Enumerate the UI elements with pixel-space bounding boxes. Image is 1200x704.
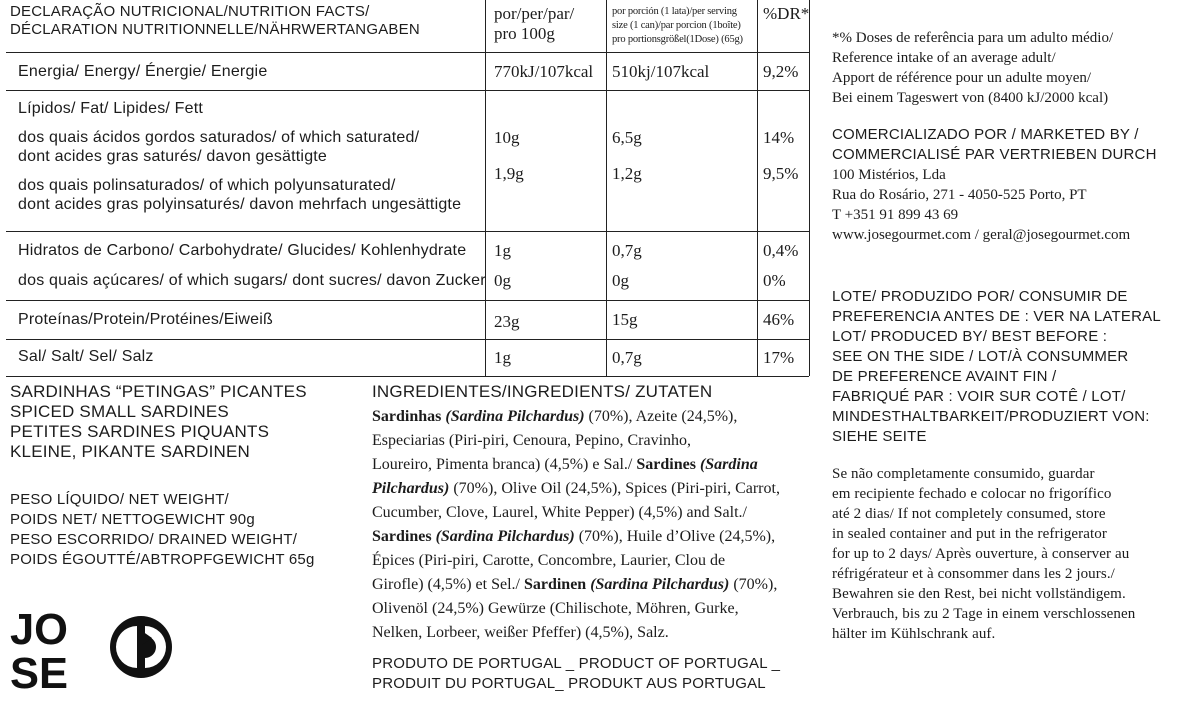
ingredient-text: Épices (Piri-piri, Carotte, Concombre, Laurier, Clou de xyxy=(372,552,726,569)
energy-dr: 9,2% xyxy=(763,62,799,81)
salt-per-100g: 1g xyxy=(494,348,511,367)
net-weight xyxy=(10,490,315,570)
ingredient-text: Olivenöl (24,5%) Gewürze (Chilischote, Möhren, Gurke, xyxy=(372,600,739,617)
drained-weight-line: PESO ESCORRIDO/ DRAINED WEIGHT/ xyxy=(10,531,298,548)
ingredient-text: Nelken, Lorbeer, weißer Pfeffer) (4,5%), Salz. xyxy=(372,624,669,641)
polyunsaturated-fat-per-serving: 1,2g xyxy=(612,164,642,183)
ingredient-text: Especiarias (Piri-piri, Cenoura, Pepino, Cravinho, xyxy=(372,432,692,449)
lot-line: FABRIQUÉ PAR : VOIR SUR COTÊ / LOT/ xyxy=(832,388,1126,405)
species-name: (Sardina Pilchardus) xyxy=(435,528,575,545)
table-rule xyxy=(6,90,809,91)
table-rule xyxy=(809,0,810,376)
marketer-info xyxy=(832,125,1157,245)
polyunsaturated-fat-per-100g: 1,9g xyxy=(494,164,524,183)
carbohydrate-dr: 0,4% xyxy=(763,241,799,260)
carbohydrate-per-100g: 1g xyxy=(494,241,511,260)
lot-line: LOTE/ PRODUZIDO POR/ CONSUMIR DE xyxy=(832,288,1128,305)
country-of-origin xyxy=(372,654,780,694)
lot-line: SIEHE SEITE xyxy=(832,428,927,445)
storage-line: for up to 2 days/ Après ouverture, à conserver au xyxy=(832,546,1130,562)
reference-line: Apport de référence pour un adulte moyen/ xyxy=(832,70,1092,86)
reference-line: Bei einem Tageswert von (8400 kJ/2000 kcal) xyxy=(832,90,1109,106)
lot-info xyxy=(832,287,1161,447)
per-100g-header: pro 100g xyxy=(494,24,555,43)
polyunsaturated-fat-label: dos quais polinsaturados/ of which polyunsaturated/ xyxy=(18,177,396,194)
jose-logo xyxy=(10,604,70,690)
species-name: (Sardina Pilchardus) xyxy=(590,576,730,593)
net-weight-line: POIDS NET/ NETTOGEWICHT 90g xyxy=(10,511,255,528)
lot-line: PREFERENCIA ANTES DE : VER NA LATERAL xyxy=(832,308,1161,325)
company-web: www.josegourmet.com / geral@josegourmet.com xyxy=(832,227,1131,243)
carbohydrate-per-serving: 0,7g xyxy=(612,241,642,260)
storage-line: réfrigérateur et à consommer dans les 2 jours./ xyxy=(832,566,1115,582)
protein-label: Proteínas/Protein/Protéines/Eiweiß xyxy=(18,311,273,328)
storage-line: em recipiente fechado e colocar no frigorífico xyxy=(832,486,1112,502)
saturated-fat-per-serving: 6,5g xyxy=(612,128,642,147)
species-name: (Sardina xyxy=(699,456,758,473)
green-dot-recycling-icon xyxy=(108,614,174,680)
per-serving-header: size (1 can)/par porcion (1boîte) xyxy=(612,20,741,31)
company-address: Rua do Rosário, 271 - 4050-525 Porto, PT xyxy=(832,187,1087,203)
per-serving-header: por porción (1 lata)/per serving xyxy=(612,6,737,17)
salt-label: Sal/ Salt/ Sel/ Salz xyxy=(18,348,154,365)
sugars-label: dos quais açúcares/ of which sugars/ dont sucres/ davon Zucker xyxy=(18,272,486,289)
protein-per-serving: 15g xyxy=(612,310,638,329)
company-phone: T +351 91 899 43 69 xyxy=(832,207,959,223)
saturated-fat-label: dos quais ácidos gordos saturados/ of which saturated/ xyxy=(18,129,420,146)
table-title: DECLARAÇÃO NUTRICIONAL/NUTRITION FACTS/ xyxy=(10,3,370,20)
per-100g-header: por/per/par/ xyxy=(494,4,575,23)
drained-weight-line: POIDS ÉGOUTTÉ/ABTROPFGEWICHT 65g xyxy=(10,551,315,568)
net-weight-line: PESO LÍQUIDO/ NET WEIGHT/ xyxy=(10,491,229,508)
table-rule xyxy=(757,0,758,376)
origin-line: PRODUIT DU PORTUGAL_ PRODUKT AUS PORTUGAL xyxy=(372,675,766,692)
reference-intake-note xyxy=(832,28,1113,108)
ingredient-sardines-fr: Sardines xyxy=(372,528,436,545)
company-name: 100 Mistérios, Lda xyxy=(832,167,946,183)
saturated-fat-dr: 14% xyxy=(763,128,795,147)
ingredient-text: (70%), Azeite (24,5%), xyxy=(584,408,738,425)
marketer-heading: COMMERCIALISÉ PAR VERTRIEBEN DURCH xyxy=(832,146,1157,163)
origin-line: PRODUTO DE PORTUGAL _ PRODUCT OF PORTUGAL _ xyxy=(372,655,781,672)
marketer-heading: COMERCIALIZADO POR / MARKETED BY / xyxy=(832,126,1139,143)
saturated-fat-per-100g: 10g xyxy=(494,128,520,147)
table-title: DÉCLARATION NUTRITIONNELLE/NÄHRWERTANGABEN xyxy=(10,21,420,38)
species-name: (Sardina Pilchardus) xyxy=(445,408,585,425)
svg-text:SE: SE xyxy=(10,649,68,690)
fat-label: Lípidos/ Fat/ Lipides/ Fett xyxy=(18,100,204,117)
ingredient-sardines-en: Sardines xyxy=(636,456,700,473)
storage-line: Bewahren sie den Rest, bei nicht vollständigem. xyxy=(832,586,1126,602)
storage-line: Se não completamente consumido, guardar xyxy=(832,466,1095,482)
energy-label: Energia/ Energy/ Énergie/ Energie xyxy=(18,63,268,80)
sugars-dr: 0% xyxy=(763,271,786,290)
salt-per-serving: 0,7g xyxy=(612,348,642,367)
ingredients-list xyxy=(372,405,780,645)
table-rule xyxy=(6,52,809,53)
saturated-fat-label: dont acides gras saturés/ davon gesättigte xyxy=(18,148,328,165)
polyunsaturated-fat-dr: 9,5% xyxy=(763,164,799,183)
ingredient-text: (70%), Huile d’Olive (24,5%), xyxy=(574,528,776,545)
protein-dr: 46% xyxy=(763,310,795,329)
storage-line: in sealed container and put in the refrigerator xyxy=(832,526,1107,542)
storage-line: até 2 dias/ If not completely consumed, store xyxy=(832,506,1106,522)
product-name-pt: SARDINHAS “PETINGAS” PICANTES xyxy=(10,382,307,401)
carbohydrate-label: Hidratos de Carbono/ Carbohydrate/ Glucides/ Kohlenhydrate xyxy=(18,242,467,259)
energy-per-100g: 770kJ/107kcal xyxy=(494,62,594,81)
protein-per-100g: 23g xyxy=(494,312,520,331)
jose-logo-mark xyxy=(10,604,70,690)
polyunsaturated-fat-label: dont acides gras polyinsaturés/ davon mehrfach ungesättigte xyxy=(18,196,462,213)
lot-line: LOT/ PRODUCED BY/ BEST BEFORE : xyxy=(832,328,1108,345)
storage-line: hälter im Kühlschrank auf. xyxy=(832,626,996,642)
lot-line: MINDESTHALTBARKEIT/PRODUZIERT VON: xyxy=(832,408,1150,425)
ingredient-sardines-pt: Sardinhas xyxy=(372,408,446,425)
table-rule xyxy=(606,0,607,376)
ingredient-text: (70%), Olive Oil (24,5%), Spices (Piri-piri, Carrot, xyxy=(449,480,780,497)
ingredient-text: Cucumber, Clove, Laurel, White Pepper) (4,5%) and Salt./ xyxy=(372,504,747,521)
lot-line: DE PREFERENCE AVAINT FIN / xyxy=(832,368,1057,385)
salt-dr: 17% xyxy=(763,348,795,367)
reference-line: Reference intake of an average adult/ xyxy=(832,50,1056,66)
ingredients-title: INGREDIENTES/INGREDIENTS/ ZUTATEN xyxy=(372,382,713,401)
product-name-en: SPICED SMALL SARDINES xyxy=(10,402,229,421)
species-name: Pilchardus) xyxy=(372,480,450,497)
energy-per-serving: 510kj/107kcal xyxy=(612,62,710,81)
storage-instructions xyxy=(832,464,1135,644)
product-name-de: KLEINE, PIKANTE SARDINEN xyxy=(10,442,251,461)
table-rule xyxy=(6,376,809,377)
sugars-per-100g: 0g xyxy=(494,271,511,290)
product-name-fr: PETITES SARDINES PIQUANTS xyxy=(10,422,270,441)
ingredient-text: (70%), xyxy=(729,576,778,593)
ingredient-text: Loureiro, Pimenta branca) (4,5%) e Sal./ xyxy=(372,456,637,473)
reference-line: *% Doses de referência para um adulto médio/ xyxy=(832,30,1114,46)
sugars-per-serving: 0g xyxy=(612,271,629,290)
daily-reference-header: %DR* xyxy=(763,4,810,23)
table-rule xyxy=(6,339,809,340)
table-rule xyxy=(6,231,809,232)
storage-line: Verbrauch, bis zu 2 Tage in einem verschlossenen xyxy=(832,606,1136,622)
svg-text:JO: JO xyxy=(10,605,68,654)
table-rule xyxy=(6,300,809,301)
ingredient-text: Girofle) (4,5%) et Sel./ xyxy=(372,576,524,593)
product-name xyxy=(10,382,307,462)
lot-line: SEE ON THE SIDE / LOT/À CONSUMMER xyxy=(832,348,1129,365)
ingredient-sardines-de: Sardinen xyxy=(523,576,591,593)
per-serving-header: pro portionsgrößel(1Dose) (65g) xyxy=(612,34,743,45)
table-rule xyxy=(485,0,486,376)
